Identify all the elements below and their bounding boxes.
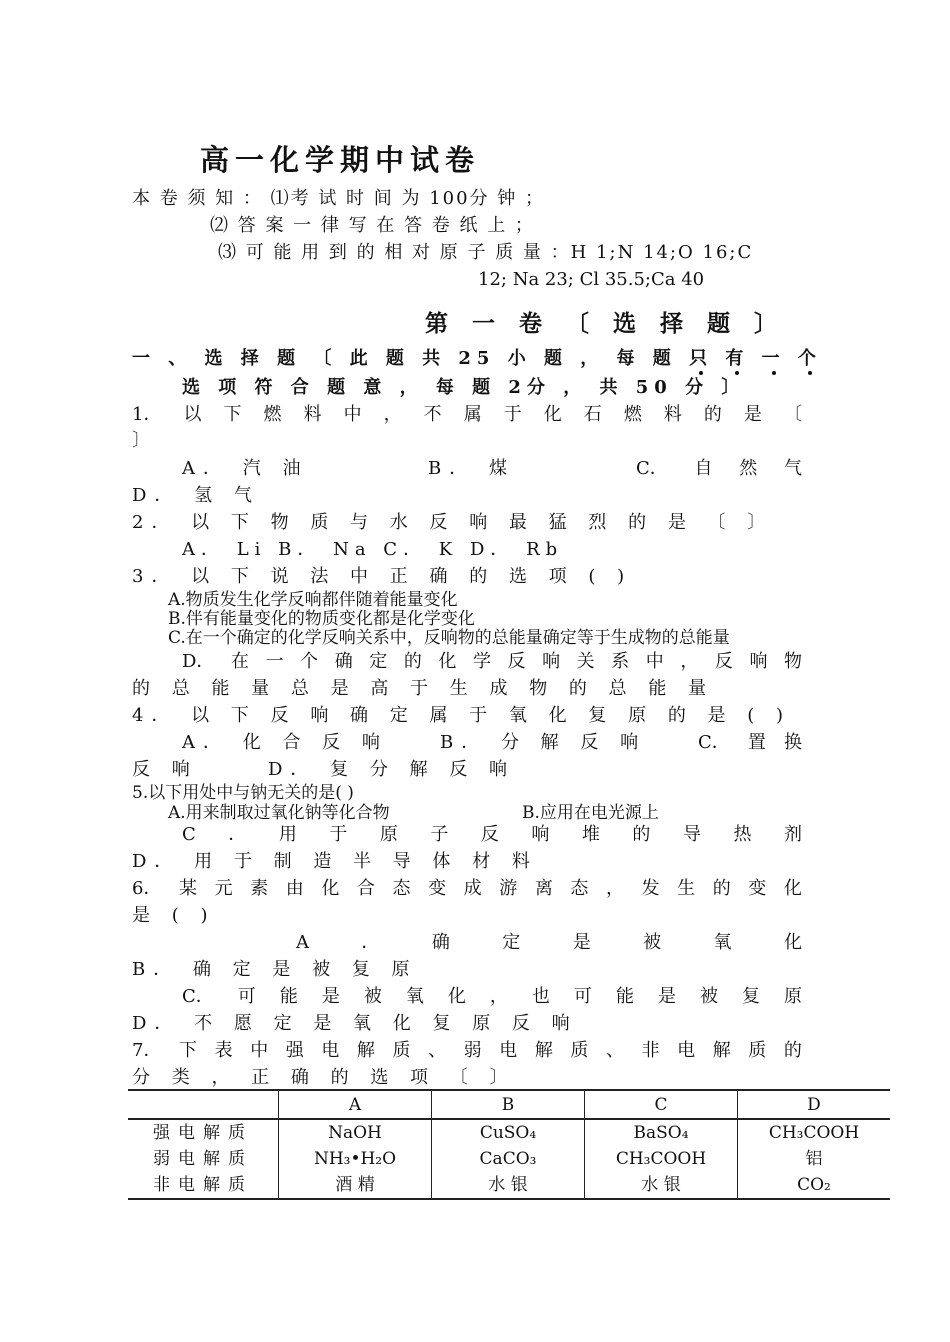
q3-option-c: C.在一个确定的化学反响关系中，反响物的总能量确定等于生成物的总能量 xyxy=(168,628,730,648)
q1-stem xyxy=(132,403,802,427)
table-header-cell xyxy=(128,1090,279,1119)
text: 是 xyxy=(743,404,762,425)
text: 游 xyxy=(499,878,518,899)
part1-heading xyxy=(132,347,822,371)
q5-option-b: B.应用在电光源上 xyxy=(522,803,659,823)
table-row-label: 强电解质 xyxy=(153,1123,253,1143)
notice-line-3: ⑶ 可 能 用 到 的 相 对 原 子 质 量 ：H 1;N 14;O 16;C xyxy=(218,242,754,263)
text: C． xyxy=(636,458,668,479)
q7-stem-cont: 分 类 ， 正 确 的 选 项 〔 〕 xyxy=(132,1067,516,1088)
q5-option-d: D． 用 于 制 造 半 导 体 材 料 xyxy=(132,851,538,872)
text: 变 xyxy=(428,878,447,899)
text: 解 xyxy=(356,1040,375,1061)
q1-option-a: A． 汽 油 xyxy=(182,458,309,479)
q1-stem-end: 〕 xyxy=(132,430,150,451)
text: 然 xyxy=(739,458,758,479)
table-cell: CaCO₃ xyxy=(432,1146,585,1172)
table-header-row xyxy=(128,1090,890,1119)
text: 发 xyxy=(641,878,660,899)
table-cell: BaSO₄ xyxy=(585,1119,738,1146)
table-cell: 酒 精 xyxy=(279,1172,432,1199)
text: A xyxy=(296,932,309,953)
q4-option-a: A． 化 合 反 响 xyxy=(182,732,388,753)
part1-heading-text: 一 、 选 择 题 〔 此 题 共 25 小 题 ， 每 题 xyxy=(132,348,677,369)
part1-heading-2: 选 项 符 合 题 意 ， 每 题 2分 ， 共 50 分 〕 xyxy=(182,377,746,398)
table-header-cell: B xyxy=(432,1090,585,1119)
emphasis-char: 只 xyxy=(689,348,713,369)
text: 化 xyxy=(783,932,802,953)
q6-stem-cont: 是 ( ) xyxy=(132,905,216,926)
emphasis-char: 个 xyxy=(798,348,822,369)
table-cell: CH₃COOH xyxy=(585,1146,738,1172)
text: 中 xyxy=(645,651,664,672)
text: 、 xyxy=(605,1040,624,1061)
text: 1． xyxy=(132,404,162,425)
text: D． xyxy=(182,651,215,672)
text: 表 xyxy=(214,1040,233,1061)
text: 复 xyxy=(741,986,760,1007)
text: 合 xyxy=(356,878,375,899)
table-row-label: 非电解质 xyxy=(128,1172,279,1199)
text: 可 xyxy=(237,986,256,1007)
text: 确 xyxy=(431,932,450,953)
text: 响 xyxy=(749,651,768,672)
text: ， xyxy=(605,878,624,899)
q2-options: A． Li B． Na C． K D． Rb xyxy=(182,539,564,560)
text: 强 xyxy=(285,1040,304,1061)
q6-option-a xyxy=(296,931,802,955)
text: 于 xyxy=(503,404,522,425)
text: C． xyxy=(698,732,730,753)
q2-stem: 2． 以 下 物 质 与 水 反 响 最 猛 烈 的 是 〔 〕 xyxy=(132,512,774,533)
text: 个 xyxy=(300,651,319,672)
q4-option-c-cont: 反 响 xyxy=(132,759,198,780)
text: 反 xyxy=(480,824,499,845)
q7-table xyxy=(128,1089,890,1200)
q7-stem xyxy=(132,1039,802,1063)
text: 定 xyxy=(502,932,521,953)
text: 中 xyxy=(250,1040,269,1061)
text: 子 xyxy=(430,824,449,845)
text: 、 xyxy=(428,1040,447,1061)
text: 态 xyxy=(570,878,589,899)
table-cell: 水 银 xyxy=(585,1172,738,1199)
q1-option-d: D． 氢 气 xyxy=(132,485,260,506)
text: 以 xyxy=(183,404,202,425)
table-header-cell: A xyxy=(279,1090,432,1119)
text: 化 xyxy=(543,404,562,425)
text: 化 xyxy=(321,878,340,899)
text: 也 xyxy=(531,986,550,1007)
q1-option-b: B． 煤 xyxy=(428,458,515,479)
section-title: 第 一 卷 〔 选 择 题 〕 xyxy=(425,310,786,337)
text: 换 xyxy=(784,732,802,753)
text: 电 xyxy=(677,1040,696,1061)
text: 非 xyxy=(641,1040,660,1061)
table-cell: 水 银 xyxy=(432,1172,585,1199)
q3-option-b: B.伴有能量变化的物质变化都是化学变化 xyxy=(168,609,475,629)
text: 可 xyxy=(573,986,592,1007)
text: 解 xyxy=(712,1040,731,1061)
q3-option-d xyxy=(182,650,802,674)
text: 变 xyxy=(748,878,767,899)
emphasis-char: 一 xyxy=(762,348,786,369)
text: 被 xyxy=(643,932,662,953)
text: 的 xyxy=(632,824,651,845)
text: 被 xyxy=(363,986,382,1007)
text: 系 xyxy=(611,651,630,672)
page-title: 高一化学期中试卷 xyxy=(200,143,481,177)
text: ． xyxy=(228,824,247,845)
table-header-cell: D xyxy=(738,1090,891,1119)
text: 的 xyxy=(703,404,722,425)
table-row xyxy=(128,1146,890,1172)
text: 生 xyxy=(677,878,696,899)
text: 热 xyxy=(733,824,752,845)
q4-option-d: D． 复 分 解 反 响 xyxy=(268,759,516,780)
text: 燃 xyxy=(623,404,642,425)
text: 被 xyxy=(699,986,718,1007)
table-row xyxy=(128,1172,890,1199)
text: 离 xyxy=(534,878,553,899)
text: 导 xyxy=(682,824,701,845)
table-cell: CH₃COOH xyxy=(738,1119,891,1146)
table-header-cell: C xyxy=(585,1090,738,1119)
text: 的 xyxy=(783,1040,802,1061)
notice-line-2: ⑵ 答 案 一 律 写 在 答 卷 纸 上 ； xyxy=(210,215,535,236)
q4-option-c xyxy=(698,731,802,755)
q6-stem xyxy=(132,877,802,901)
text: 剂 xyxy=(783,824,802,845)
table-cell: CuSO₄ xyxy=(432,1119,585,1146)
text: 的 xyxy=(712,878,731,899)
text: 下 xyxy=(223,404,242,425)
notice-line-4: 12; Na 23; Cl 35.5;Ca 40 xyxy=(478,269,705,290)
text: 燃 xyxy=(263,404,282,425)
text: 由 xyxy=(285,878,304,899)
table-cell: NH₃•H₂O xyxy=(279,1146,432,1172)
text: 在 xyxy=(231,651,249,672)
text: 化 xyxy=(447,986,466,1007)
text: 响 xyxy=(531,824,550,845)
text: 关 xyxy=(576,651,595,672)
text: 中 xyxy=(343,404,362,425)
text: C． xyxy=(182,986,214,1007)
text: 反 xyxy=(507,651,526,672)
q6-option-d: D． 不 愿 定 是 氧 化 复 原 反 响 xyxy=(132,1013,578,1034)
text: 氧 xyxy=(405,986,424,1007)
q6-option-b: B． 确 定 是 被 复 原 xyxy=(132,959,418,980)
text: 原 xyxy=(784,986,802,1007)
text: 氧 xyxy=(713,932,732,953)
q6-option-c xyxy=(182,985,802,1009)
text: 定 xyxy=(369,651,388,672)
text: 一 xyxy=(265,651,284,672)
text: 化 xyxy=(783,878,802,899)
text: 料 xyxy=(663,404,682,425)
text: C xyxy=(182,824,196,845)
text: 是 xyxy=(321,986,340,1007)
text: 自 xyxy=(694,458,713,479)
text: 气 xyxy=(783,458,802,479)
table-row-label: 弱电解质 xyxy=(153,1149,253,1169)
text: 用 xyxy=(278,824,297,845)
table-cell: NaOH xyxy=(279,1119,432,1146)
text: 堆 xyxy=(581,824,600,845)
text: 于 xyxy=(329,824,348,845)
text: 电 xyxy=(499,1040,518,1061)
table-row xyxy=(128,1119,890,1146)
q3-stem: 3． 以 下 说 法 中 正 确 的 选 项 ( ) xyxy=(132,566,633,587)
text: 解 xyxy=(534,1040,553,1061)
text: 化 xyxy=(438,651,457,672)
text: 弱 xyxy=(463,1040,482,1061)
text: 质 xyxy=(570,1040,589,1061)
q5-option-a: A.用来制取过氧化钠等化合物 xyxy=(168,803,390,823)
text: 料 xyxy=(303,404,322,425)
text: 电 xyxy=(321,1040,340,1061)
q4-stem: 4． 以 下 反 响 确 定 属 于 氧 化 复 原 的 是 ( ) xyxy=(132,705,792,726)
text: ， xyxy=(489,986,508,1007)
text: 物 xyxy=(784,651,802,672)
text: 能 xyxy=(615,986,634,1007)
text: 素 xyxy=(250,878,269,899)
text: 〔 xyxy=(783,404,802,425)
text: 置 xyxy=(747,732,766,753)
text: 是 xyxy=(572,932,591,953)
text: 原 xyxy=(379,824,398,845)
text: 确 xyxy=(334,651,353,672)
text: 7． xyxy=(132,1040,162,1061)
q1-option-c xyxy=(636,457,802,481)
q5-option-c xyxy=(182,823,802,847)
table-cell: CO₂ xyxy=(738,1172,891,1199)
text: ， xyxy=(383,404,402,425)
text: 某 xyxy=(179,878,198,899)
text: 质 xyxy=(392,1040,411,1061)
notice-line-1: 本 卷 须 知 ： ⑴考 试 时 间 为 100分 钟 ； xyxy=(132,188,546,209)
text: ． xyxy=(361,932,380,953)
text: 反 xyxy=(714,651,733,672)
text: 成 xyxy=(463,878,482,899)
q4-option-b: B． 分 解 反 响 xyxy=(440,732,647,753)
text: 态 xyxy=(392,878,411,899)
text: 元 xyxy=(214,878,233,899)
text: 响 xyxy=(542,651,561,672)
text: 属 xyxy=(463,404,482,425)
text: 学 xyxy=(472,651,491,672)
text: 能 xyxy=(279,986,298,1007)
q3-option-d-cont: 的 总 能 量 总 是 高 于 生 成 物 的 总 能 量 xyxy=(132,678,715,699)
text: 不 xyxy=(423,404,442,425)
q5-stem: 5.以下用处中与钠无关的是( ) xyxy=(132,783,354,803)
text: 6． xyxy=(132,878,162,899)
text: 石 xyxy=(583,404,602,425)
table-cell: 铝 xyxy=(738,1146,891,1172)
text: ， xyxy=(680,651,699,672)
text: 是 xyxy=(657,986,676,1007)
text: 的 xyxy=(403,651,422,672)
emphasis-char: 有 xyxy=(725,348,749,369)
text: 下 xyxy=(179,1040,198,1061)
q3-option-a: A.物质发生化学反响都伴随着能量变化 xyxy=(168,590,458,610)
text: 质 xyxy=(748,1040,767,1061)
